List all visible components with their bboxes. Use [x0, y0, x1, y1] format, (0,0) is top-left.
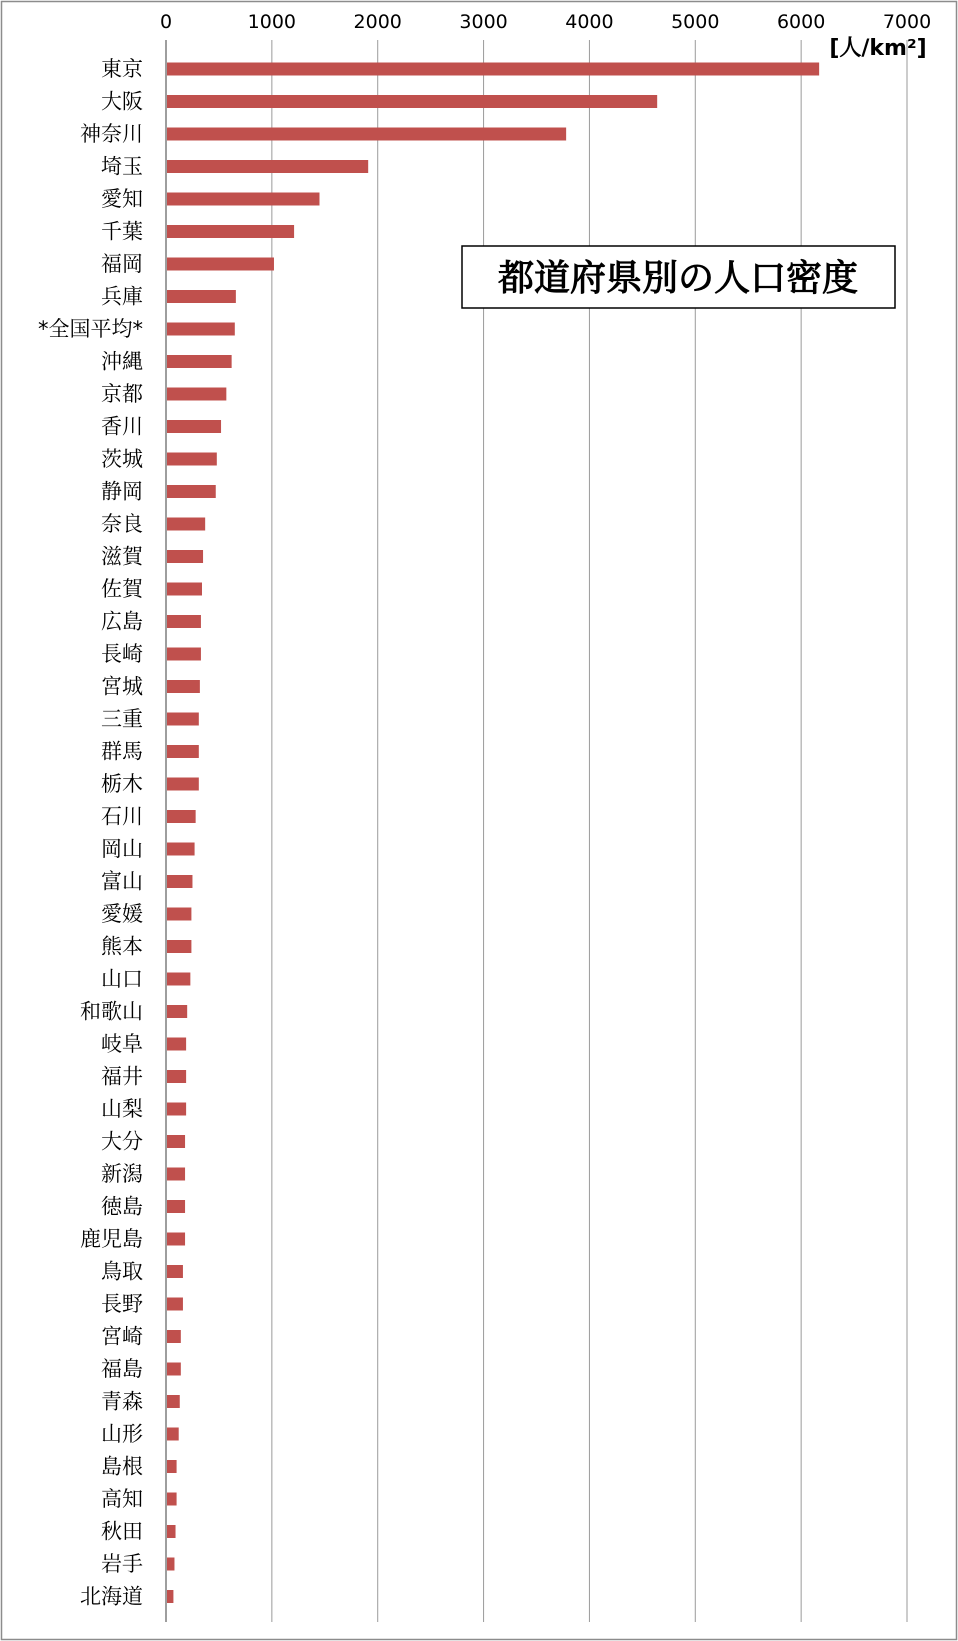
category-label: 鹿児島: [80, 1227, 143, 1251]
category-label: 福島: [101, 1357, 143, 1381]
bar: [167, 1363, 181, 1376]
bar: [167, 1168, 185, 1181]
title-box: [462, 246, 895, 308]
x-tick-label: 1000: [247, 11, 297, 33]
bar: [167, 518, 205, 531]
category-label: 熊本: [101, 934, 143, 959]
category-label: 静岡: [101, 479, 143, 504]
category-label: 岡山: [101, 837, 143, 861]
category-label: 京都: [101, 382, 143, 406]
bar: [167, 778, 199, 791]
category-label: 青森: [101, 1389, 143, 1414]
category-label: 兵庫: [101, 284, 143, 309]
category-label: 奈良: [101, 512, 143, 536]
bar: [167, 875, 192, 888]
category-label: 高知: [101, 1487, 143, 1511]
bar: [167, 160, 368, 173]
category-label: 宮城: [101, 674, 143, 699]
category-label: 富山: [101, 869, 143, 894]
category-label: 徳島: [101, 1194, 143, 1219]
bar: [167, 453, 217, 466]
category-label: *全国平均*: [38, 317, 143, 341]
bar: [167, 225, 294, 238]
bar: [167, 810, 196, 823]
bar: [167, 1298, 183, 1311]
category-label: 山梨: [101, 1097, 143, 1121]
category-label: 長野: [101, 1292, 143, 1316]
category-label: 長崎: [101, 642, 143, 666]
category-label: 栃木: [101, 772, 143, 796]
bar: [167, 1135, 185, 1148]
bar: [167, 1038, 186, 1051]
bar: [167, 648, 201, 661]
category-label: 北海道: [80, 1584, 143, 1609]
category-label: 石川: [101, 804, 143, 829]
bar: [167, 1395, 180, 1408]
bar: [167, 745, 199, 758]
bar: [167, 258, 274, 271]
category-label: 滋賀: [101, 544, 143, 569]
category-label: 山口: [101, 967, 143, 991]
category-label: 東京: [101, 57, 143, 81]
category-label: 愛媛: [101, 902, 143, 926]
bar: [167, 485, 216, 498]
bar: [167, 1525, 176, 1538]
category-label: 大阪: [101, 89, 143, 114]
bar: [167, 1265, 183, 1278]
bar: [167, 1493, 177, 1506]
bar: [167, 973, 190, 986]
category-label: 岐阜: [101, 1032, 143, 1056]
category-label: 茨城: [101, 447, 143, 471]
bar: [167, 1428, 179, 1441]
category-label: 千葉: [101, 219, 143, 244]
bar: [167, 95, 657, 108]
bar: [167, 1460, 177, 1473]
category-label: 山形: [101, 1422, 143, 1446]
category-label: 新潟: [101, 1162, 143, 1186]
category-label: 沖縄: [101, 349, 143, 374]
bar: [167, 1070, 186, 1083]
category-label: 福岡: [101, 252, 143, 276]
category-label: 佐賀: [101, 577, 143, 601]
bar: [167, 615, 201, 628]
category-label: 埼玉: [101, 154, 143, 179]
x-tick-label: 7000: [882, 11, 932, 33]
category-label: 岩手: [101, 1552, 143, 1576]
bar: [167, 420, 221, 433]
bar: [167, 713, 199, 726]
bar: [167, 1200, 185, 1213]
category-label: 広島: [101, 609, 143, 634]
bar: [167, 1005, 187, 1018]
bar: [167, 908, 191, 921]
chart-title: 都道府県別の人口密度: [497, 258, 859, 299]
category-label: 神奈川: [80, 122, 143, 146]
bar: [167, 388, 226, 401]
category-label: 愛知: [101, 187, 143, 211]
bar: [167, 680, 200, 693]
bar: [167, 1233, 185, 1246]
bar: [167, 128, 566, 141]
category-label: 島根: [101, 1454, 143, 1479]
bar: [167, 940, 191, 953]
bar: [167, 193, 319, 206]
category-label: 大分: [101, 1129, 143, 1154]
category-label: 香川: [101, 414, 143, 439]
bar: [167, 323, 235, 336]
category-label: 三重: [101, 707, 143, 731]
category-label: 群馬: [101, 739, 143, 764]
x-tick-label: 5000: [671, 11, 720, 33]
bar: [167, 355, 232, 368]
category-label: 宮崎: [101, 1324, 143, 1349]
x-tick-label: 2000: [353, 11, 402, 33]
bar: [167, 583, 202, 596]
x-tick-label: 4000: [565, 11, 614, 33]
bar: [167, 550, 203, 563]
unit-label: [人/km²]: [829, 36, 927, 61]
x-tick-label: 0: [159, 11, 173, 33]
category-label: 鳥取: [101, 1259, 143, 1284]
bar: [167, 63, 819, 76]
bar: [167, 290, 236, 303]
category-label: 秋田: [101, 1519, 143, 1544]
x-tick-label: 3000: [459, 11, 508, 33]
bar: [167, 1558, 174, 1571]
x-tick-label: 6000: [776, 11, 826, 33]
bar: [167, 1103, 186, 1116]
bar: [167, 843, 195, 856]
category-label: 和歌山: [80, 999, 143, 1024]
category-label: 福井: [101, 1064, 143, 1089]
bar: [167, 1330, 181, 1343]
bar: [167, 1590, 173, 1603]
